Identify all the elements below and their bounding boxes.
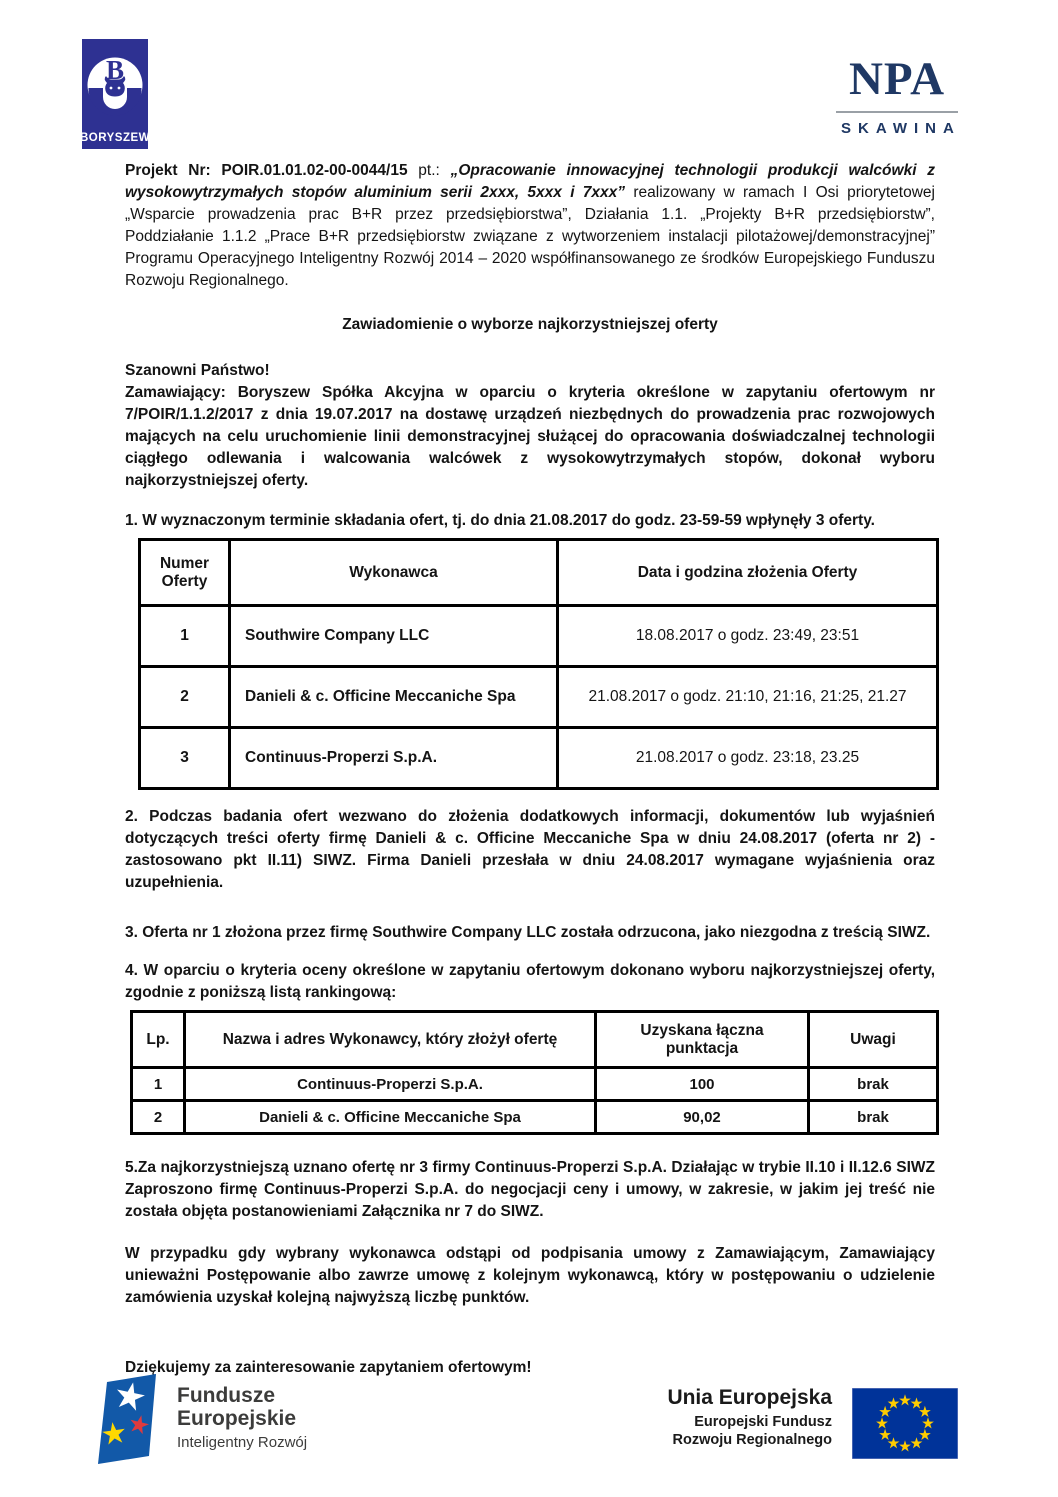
offer-contractor: Southwire Company LLC	[230, 606, 558, 667]
fundusze-flag-icon	[95, 1372, 159, 1467]
ranking-header-lp: Lp.	[132, 1012, 185, 1068]
point-4: 4. W oparciu o kryteria oceny określone w zapytaniu ofertowym dokonano wyboru najkorzystniejszej oferty, zgodnie z poniższą listą rankingową:	[125, 962, 935, 1001]
npa-divider	[836, 111, 958, 113]
offer-number: 2	[140, 667, 230, 728]
point-5: 5.Za najkorzystniejszą uznano ofertę nr 3 firmy Continuus-Properzi S.p.A. Działając w trybie II.10 i II.12.6 SIWZ Zaproszono firmę Continuus-Properzi S.p.A. do negocjacji ceny i umowy, w zakresie, w jakim jej treść nie została objęta postanowieniami Załącznika nr 7 do SIWZ.	[125, 1159, 935, 1220]
boryszew-logo-icon	[82, 39, 148, 149]
page-title: Zawiadomienie o wyborze najkorzystniejszej oferty	[342, 316, 718, 333]
ranking-contractor: Danieli & c. Officine Meccaniche Spa	[185, 1101, 596, 1134]
salutation: Szanowni Państwo!	[125, 362, 270, 379]
point-3: 3. Oferta nr 1 złożona przez firmę Southwire Company LLC została odrzucona, jako niezgodna z treścią SIWZ.	[125, 924, 931, 941]
document-body	[0, 160, 1058, 1377]
footer	[0, 1372, 1058, 1467]
ranking-lp: 2	[132, 1101, 185, 1134]
thanks-line: Dziękujemy za zainteresowanie zapytaniem ofertowym!	[125, 1359, 532, 1376]
project-intro-rest: realizowany w ramach I Osi priorytetowej „Wsparcie prowadzenia prac B+R przez przedsiębiorstwa”, Działania 1.1. „Projekty B+R przedsiębiorstw”, Poddziałanie 1.1.2 „Prace B+R przedsiębiorstw związane z wytworzeniem instalacji pilotażowej/demonstracyjnej” Programu Operacyjnego Inteligentny Rozwój 2014 – 2020 współfinansowanego ze środków Europejskiego Funduszu Rozwoju Regionalnego.	[125, 184, 935, 289]
unia-text	[667, 1372, 832, 1449]
offers-table-row	[140, 606, 938, 667]
offers-table-header-row	[140, 540, 938, 606]
offers-table-row	[140, 728, 938, 789]
ranking-lp: 1	[132, 1068, 185, 1101]
unia-line2: Europejski Fundusz	[694, 1414, 832, 1430]
ranking-remarks: brak	[809, 1068, 938, 1101]
project-intro-paragraph	[125, 160, 935, 292]
offer-contractor: Danieli & c. Officine Meccaniche Spa	[230, 667, 558, 728]
boryszew-logo	[82, 39, 148, 154]
offers-header-numer: Numer Oferty	[140, 540, 230, 606]
offer-number: 1	[140, 606, 230, 667]
offers-table	[138, 538, 939, 790]
npa-city-label: SKAWINA	[841, 120, 961, 137]
ranking-table-row	[132, 1068, 938, 1101]
offer-datetime: 18.08.2017 o godz. 23:49, 23:51	[558, 606, 938, 667]
fundusze-line2: Europejskie	[177, 1407, 297, 1430]
ranking-remarks: brak	[809, 1101, 938, 1134]
project-title-quote: „Opracowanie innowacyjnej technologii produkcji walcówki z wysokowytrzymałych stopów aluminium serii 2xxx, 5xxx i 7xxx”	[125, 162, 935, 201]
ranking-table-header-row	[132, 1012, 938, 1068]
ranking-points: 100	[596, 1068, 809, 1101]
offer-contractor: Continuus-Properzi S.p.A.	[230, 728, 558, 789]
unia-europejska-logo	[667, 1372, 958, 1459]
offer-datetime: 21.08.2017 o godz. 23:18, 23.25	[558, 728, 938, 789]
npa-logo	[836, 53, 961, 137]
ordering-paragraph: Zamawiający: Boryszew Spółka Akcyjna w oparciu o kryteria określone w zapytaniu ofertowym nr 7/POIR/1.1.2/2017 z dnia 19.07.2017 na dostawę urządzeń niezbędnych do prowadzenia prac rozwojowych mających na celu uruchomienie linii demonstracyjnej służącej do opracowania doświadczalnej technologii ciągłego odlewania i walcowania walcówek z wysokowytrzymałych stopów, dokonał wyboru najkorzystniejszej oferty.	[125, 384, 935, 489]
fundusze-subtitle: Inteligentny Rozwój	[177, 1434, 308, 1451]
offers-header-data: Data i godzina złożenia Oferty	[558, 540, 938, 606]
boryszew-wordmark: BORYSZEW	[82, 132, 148, 144]
eu-flag-icon	[852, 1388, 958, 1459]
offer-datetime: 21.08.2017 o godz. 21:10, 21:16, 21:25, 21.27	[558, 667, 938, 728]
npa-wordmark: NPA	[848, 53, 946, 105]
offer-number: 3	[140, 728, 230, 789]
withdraw-paragraph: W przypadku gdy wybrany wykonawca odstąpi od podpisania umowy z Zamawiającym, Zamawiający unieważni Postępowanie albo zawrze umowę z kolejnym wykonawcą, który w postępowaniu o udzielenie zamówienia uzyskał kolejną najwyższą liczbę punktów.	[125, 1245, 935, 1306]
ranking-points: 90,02	[596, 1101, 809, 1134]
fundusze-line1: Fundusze	[177, 1384, 275, 1407]
ranking-header-nazwa: Nazwa i adres Wykonawcy, który złożył ofertę	[185, 1012, 596, 1068]
point-2: 2. Podczas badania ofert wezwano do złożenia dodatkowych informacji, dokumentów lub wyjaśnień dotyczących treści oferty firmę Danieli & c. Officine Meccaniche Spa w dniu 24.08.2017 (oferta nr 2) - zastosowano pkt II.11) SIWZ. Firma Danieli przesłała w dniu 24.08.2017 wymagane wyjaśnienia oraz uzupełnienia.	[125, 808, 935, 891]
fundusze-europejskie-logo	[95, 1372, 307, 1467]
header	[0, 0, 1058, 160]
fundusze-text	[177, 1372, 307, 1451]
point-1: 1. W wyznaczonym terminie składania ofert, tj. do dnia 21.08.2017 do godz. 23-59-59 wpłynęły 3 oferty.	[125, 512, 875, 529]
boryszew-letter: B	[105, 55, 125, 85]
offers-header-wykonawca: Wykonawca	[230, 540, 558, 606]
ranking-header-punktacja: Uzyskana łączna punktacja	[596, 1012, 809, 1068]
ranking-contractor: Continuus-Properzi S.p.A.	[185, 1068, 596, 1101]
ranking-table-row	[132, 1101, 938, 1134]
ranking-table	[130, 1010, 939, 1135]
project-pt: pt.:	[407, 162, 451, 179]
unia-line1: Unia Europejska	[667, 1386, 832, 1409]
ranking-header-uwagi: Uwagi	[809, 1012, 938, 1068]
unia-line3: Rozwoju Regionalnego	[672, 1432, 832, 1448]
project-number: Projekt Nr: POIR.01.01.02-00-0044/15	[125, 162, 408, 179]
offers-table-row	[140, 667, 938, 728]
